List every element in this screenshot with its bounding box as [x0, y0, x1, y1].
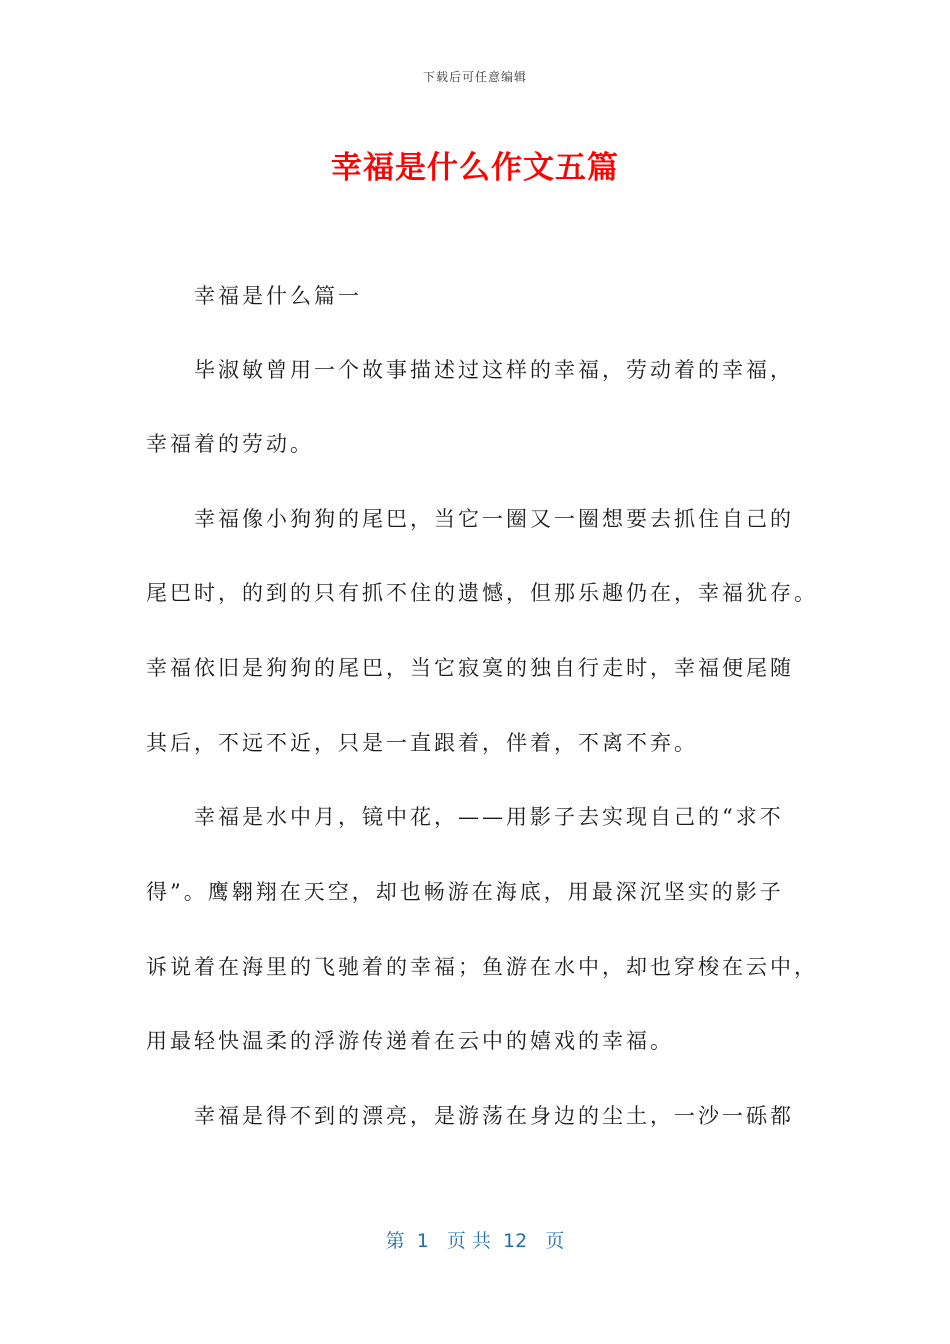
- body-line: 幸福像小狗狗的尾巴，当它一圈又一圈想要去抓住自己的: [194, 507, 794, 531]
- body-line: 幸福依旧是狗狗的尾巴，当它寂寞的独自行走时，幸福便尾随: [146, 656, 794, 680]
- section-heading: 幸福是什么篇一: [194, 284, 362, 308]
- body-line: 得”。鹰翱翔在天空，却也畅游在海底，用最深沉坚实的影子: [146, 880, 784, 904]
- page-number-footer: 第 1 页 共 12 页: [385, 1230, 565, 1252]
- body-line: 幸福着的劳动。: [146, 432, 314, 456]
- header-note: 下载后可任意编辑: [422, 70, 527, 84]
- body-line: 幸福是得不到的漂亮，是游荡在身边的尘土，一沙一砾都: [194, 1104, 794, 1128]
- body-line: 幸福是水中月，镜中花，——用影子去实现自己的“求不: [194, 805, 784, 829]
- body-line: 尾巴时，的到的只有抓不住的遗憾，但那乐趣仍在，幸福犹存。: [146, 581, 818, 605]
- document-title: 幸福是什么作文五篇: [331, 150, 619, 186]
- body-line: 用最轻快温柔的浮游传递着在云中的嬉戏的幸福。: [146, 1029, 674, 1053]
- body-line: 其后，不远不近，只是一直跟着，伴着，不离不弃。: [146, 731, 698, 755]
- body-line: 诉说着在海里的飞驰着的幸福；鱼游在水中，却也穿梭在云中，: [146, 955, 818, 979]
- body-line: 毕淑敏曾用一个故事描述过这样的幸福，劳动着的幸福，: [194, 358, 794, 382]
